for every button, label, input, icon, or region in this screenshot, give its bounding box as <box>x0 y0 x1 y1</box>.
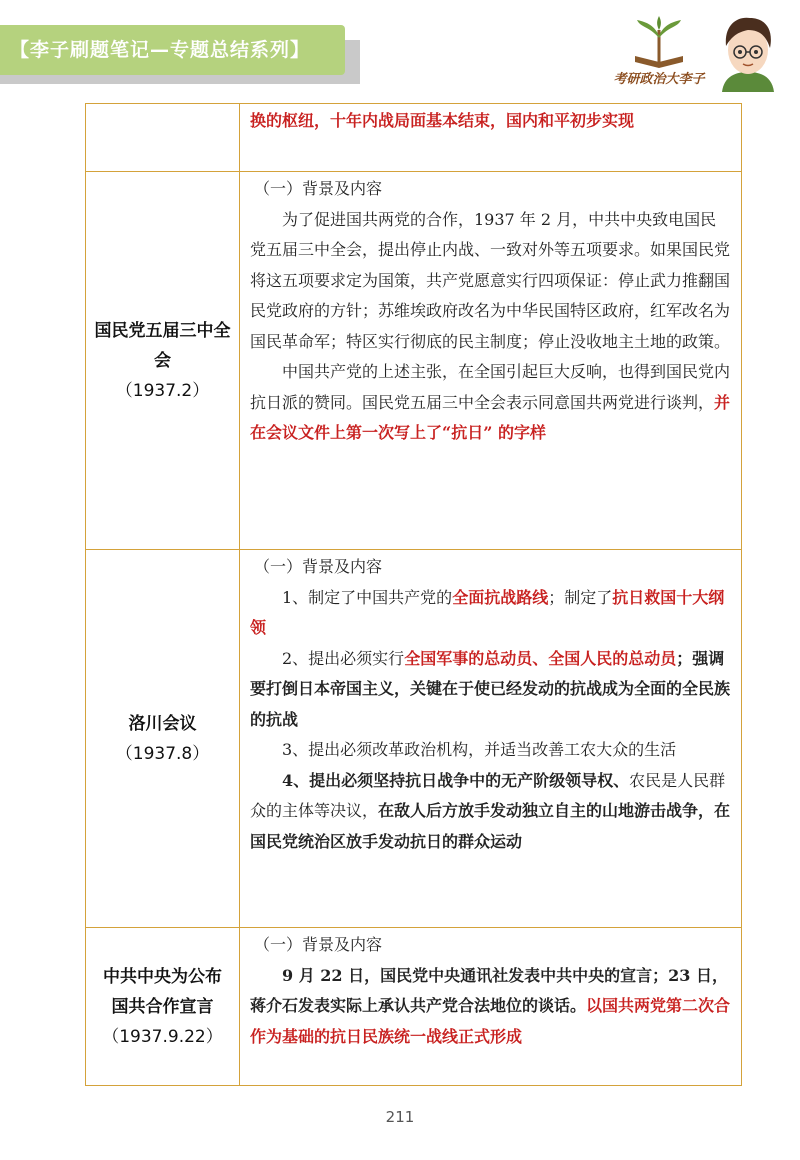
row-date: （1937.2） <box>115 380 210 401</box>
brand-logo <box>604 16 714 92</box>
bold-text: 9 月 22 日，国民党中央通讯社发表中共中央的宣言；23 日，蒋介石发表实际上承认共产党合法地位的谈话。 <box>250 965 728 1015</box>
row-title: 中共中央为公布国共合作宣言 <box>103 966 222 1017</box>
logo-text: 考研政治大李子 <box>613 72 705 87</box>
list-item: 3、提出必须改革政治机构，并适当改善工农大众的生活 <box>282 740 677 759</box>
red-highlight-text: 抗日救国十大纲领 <box>250 587 725 637</box>
row-date: （1937.8） <box>115 743 210 764</box>
cartoon-avatar-icon <box>716 12 780 92</box>
section-heading: （一）背景及内容 <box>254 557 383 576</box>
row-date: （1937.9.22） <box>102 1026 223 1047</box>
row-content-cell <box>240 928 742 1086</box>
row-title-cell <box>86 104 240 172</box>
paragraph: 为了促进国共两党的合作，1937 年 2 月，中共中央致电国民党五届三中全会，提出停止内战、一致对外等五项要求。如果国民党将这五项要求定为国策，共产党愿意实行四项保证：停止武力推翻国民党政府的方针；苏维埃政府改名为中华民国特区政府，红军改名为国民革命军；特区实行彻底的民主制度；停止没收地主土地的政策。 <box>250 209 731 351</box>
list-item <box>250 766 731 858</box>
red-highlight-text: 以国共两党第二次合作为基础的抗日民族统一战线正式形成 <box>250 996 731 1046</box>
bold-text: 在敌人后方放手发动独立自主的山地游击战争，在国民党统治区放手发动抗日的群众运动 <box>250 801 731 851</box>
row-title-cell <box>86 550 240 928</box>
table-row <box>86 104 742 172</box>
item-text: 2、提出必须实行 <box>282 648 405 668</box>
row-title-cell <box>86 928 240 1086</box>
bold-text: 4、提出必须坚持抗日战争中的无产阶级领导权、 <box>282 770 630 790</box>
book-plant-icon <box>629 16 689 68</box>
row-content-cell <box>240 550 742 928</box>
table-row <box>86 928 742 1086</box>
section-heading: （一）背景及内容 <box>254 179 383 198</box>
paragraph <box>250 357 731 449</box>
list-item <box>250 583 731 644</box>
red-highlight-text: 并在会议文件上第一次写上了“抗日” 的字样 <box>250 392 731 442</box>
red-highlight-text: 全国军事的总动员、全国人民的总动员 <box>404 648 677 668</box>
row-content-cell <box>240 104 742 172</box>
banner-title: 【李子刷题笔记—专题总结系列】 <box>10 39 311 61</box>
section-heading: （一）背景及内容 <box>254 935 383 954</box>
item-text: 农民是人民群众的主体等决议， <box>250 770 726 820</box>
list-item <box>250 644 731 736</box>
item-text: ；制定了 <box>548 587 613 607</box>
red-highlight-text: 全面抗战路线 <box>452 587 549 607</box>
row-content-cell <box>240 172 742 550</box>
row-title: 洛川会议 <box>128 713 197 734</box>
table-row <box>86 550 742 928</box>
red-highlight-text: 换的枢纽，十年内战局面基本结束，国内和平初步实现 <box>250 111 635 130</box>
table-row <box>86 172 742 550</box>
row-title-cell <box>86 172 240 550</box>
content-table <box>85 103 742 1086</box>
paragraph <box>250 961 731 1053</box>
row-title: 国民党五届三中全会 <box>94 320 231 371</box>
paragraph-text: 中国共产党的上述主张，在全国引起巨大反响，也得到国民党内抗日派的赞同。国民党五届三中全会表示同意国共两党进行谈判， <box>250 362 731 412</box>
item-text: 1、制定了中国共产党的 <box>282 587 453 607</box>
bold-text: ；强调要打倒日本帝国主义，关键在于使已经发动的抗战成为全面的全民族的抗战 <box>250 648 731 729</box>
page-number: 211 <box>385 1108 415 1126</box>
